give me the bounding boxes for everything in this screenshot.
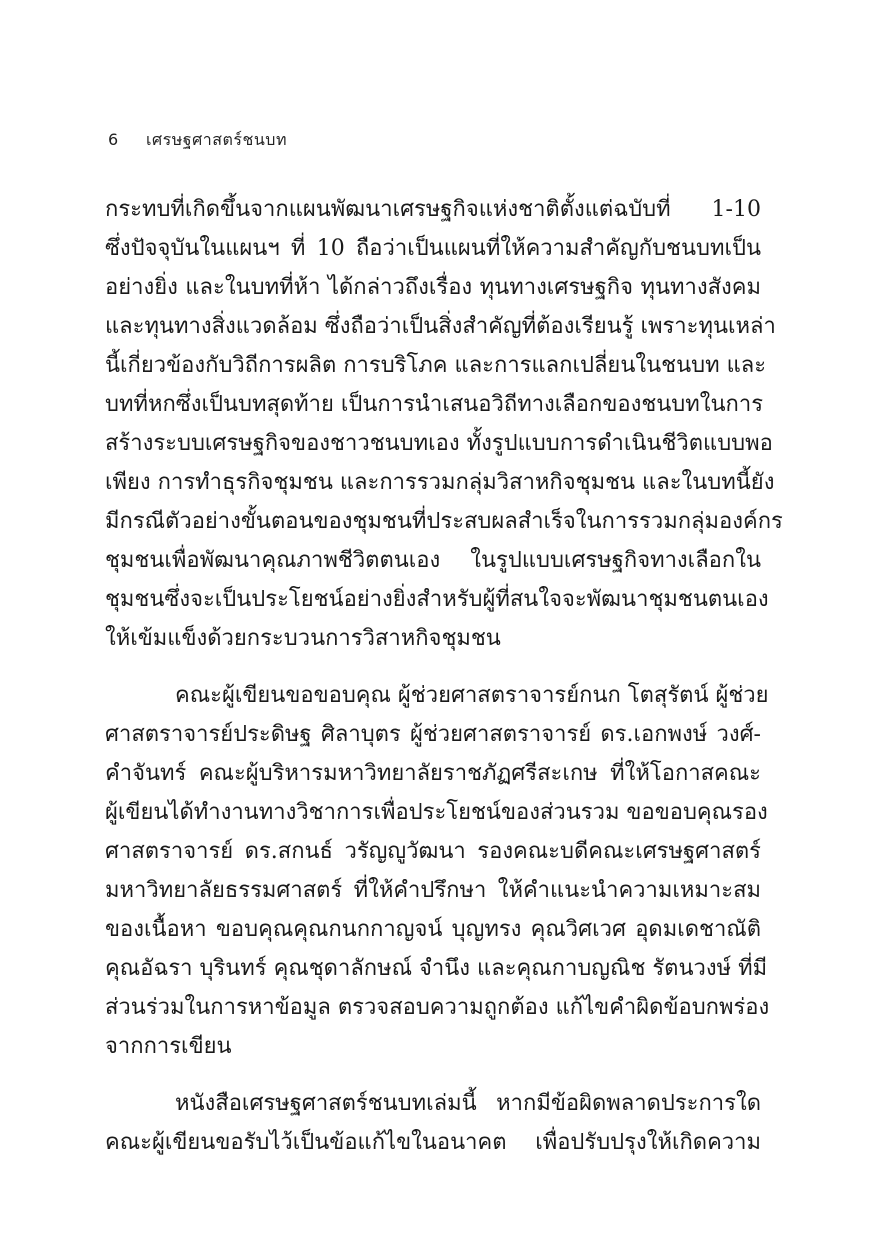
text-line: ศาสตราจารย์ประดิษฐ ศิลาบุตร ผู้ช่วยศาสตราจารย์ ดร.เอกพงษ์ วงศ์- bbox=[105, 722, 761, 747]
text-line: ส่วนร่วมในการหาข้อมูล ตรวจสอบความถูกต้อง แก้ไขคำผิดข้อบกพร่อง bbox=[105, 995, 770, 1020]
text-line: ให้เข้มแข็งด้วยกระบวนการวิสาหกิจชุมชน bbox=[105, 626, 501, 651]
text-line: คำจันทร์ คณะผู้บริหารมหาวิทยาลัยราชภัฏศรีสะเกษ ที่ให้โอกาสคณะ bbox=[105, 761, 761, 786]
text-line: หนังสือเศรษฐศาสตร์ชนบทเล่มนี้ หากมีข้อผิดพลาดประการใด bbox=[175, 1091, 761, 1116]
text-line: ชุมชนซึ่งจะเป็นประโยชน์อย่างยิ่งสำหรับผู้ที่สนใจจะพัฒนาชุมชนตนเอง bbox=[105, 587, 769, 612]
text-line: ผู้เขียนได้ทำงานทางวิชาการเพื่อประโยชน์ของส่วนรวม ขอขอบคุณรอง bbox=[105, 800, 768, 825]
text-line: สร้างระบบเศรษฐกิจของชาวชนบทเอง ทั้งรูปแบบการดำเนินชีวิตแบบพอ bbox=[105, 431, 773, 456]
text-line: คณะผู้เขียนขอรับไว้เป็นข้อแก้ไขในอนาคต เพื่อปรับปรุงให้เกิดความ bbox=[105, 1130, 761, 1155]
text-line: บทที่หกซึ่งเป็นบทสุดท้าย เป็นการนำเสนอวิถีทางเลือกของชนบทในการ bbox=[105, 392, 764, 417]
text-line: อย่างยิ่ง และในบทที่ห้า ได้กล่าวถึงเรื่อง ทุนทางเศรษฐกิจ ทุนทางสังคม bbox=[105, 275, 761, 300]
text-line: ชุมชนเพื่อพัฒนาคุณภาพชีวิตตนเอง ในรูปแบบเศรษฐกิจทางเลือกใน bbox=[105, 548, 761, 573]
text-line: มีกรณีตัวอย่างขั้นตอนของชุมชนที่ประสบผลสำเร็จในการรวมกลุ่มองค์กร bbox=[105, 509, 783, 534]
page-number: 6 bbox=[108, 130, 119, 149]
page-header bbox=[108, 128, 287, 153]
text-line: กระทบที่เกิดขึ้นจากแผนพัฒนาเศรษฐกิจแห่งชาติตั้งแต่ฉบับที่ 1-10 bbox=[105, 197, 761, 222]
text-line: เพียง การทำธุรกิจชุมชน และการรวมกลุ่มวิสาหกิจชุมชน และในบทนี้ยัง bbox=[105, 470, 775, 495]
paragraph-1 bbox=[105, 190, 783, 658]
text-line: ของเนื้อหา ขอบคุณคุณกนกกาญจน์ บุญทรง คุณวิศเวศ อุดมเดชาณัติ bbox=[105, 917, 761, 942]
paragraph-3 bbox=[105, 1084, 761, 1162]
text-line: ซึ่งปัจจุบันในแผนฯ ที่ 10 ถือว่าเป็นแผนที่ให้ความสำคัญกับชนบทเป็น bbox=[105, 236, 761, 261]
body-text bbox=[105, 190, 783, 1162]
paragraph-2 bbox=[105, 676, 770, 1066]
text-line: นี้เกี่ยวข้องกับวิถีการผลิต การบริโภค และการแลกเปลี่ยนในชนบท และ bbox=[105, 353, 767, 378]
paragraph-gap bbox=[105, 1066, 761, 1084]
text-line: จากการเขียน bbox=[105, 1034, 232, 1059]
text-line: ศาสตราจารย์ ดร.สกนธ์ วรัญญูวัฒนา รองคณะบดีคณะเศรษฐศาสตร์ bbox=[105, 839, 761, 864]
text-line: คุณอัฉรา บุรินทร์ คุณชุดาลักษณ์ จำนึง และคุณกาบญณิช รัตนวงษ์ ที่มี bbox=[105, 956, 768, 981]
running-title: เศรษฐศาสตร์ชนบท bbox=[146, 130, 287, 149]
text-line: มหาวิทยาลัยธรรมศาสตร์ ที่ให้คำปรึกษา ให้คำแนะนำความเหมาะสม bbox=[105, 878, 761, 903]
text-line: คณะผู้เขียนขอขอบคุณ ผู้ช่วยศาสตราจารย์กนก โตสุรัตน์ ผู้ช่วย bbox=[175, 683, 769, 708]
text-line: และทุนทางสิ่งแวดล้อม ซึ่งถือว่าเป็นสิ่งสำคัญที่ต้องเรียนรู้ เพราะทุนเหล่า bbox=[105, 314, 776, 339]
paragraph-gap bbox=[105, 658, 761, 676]
